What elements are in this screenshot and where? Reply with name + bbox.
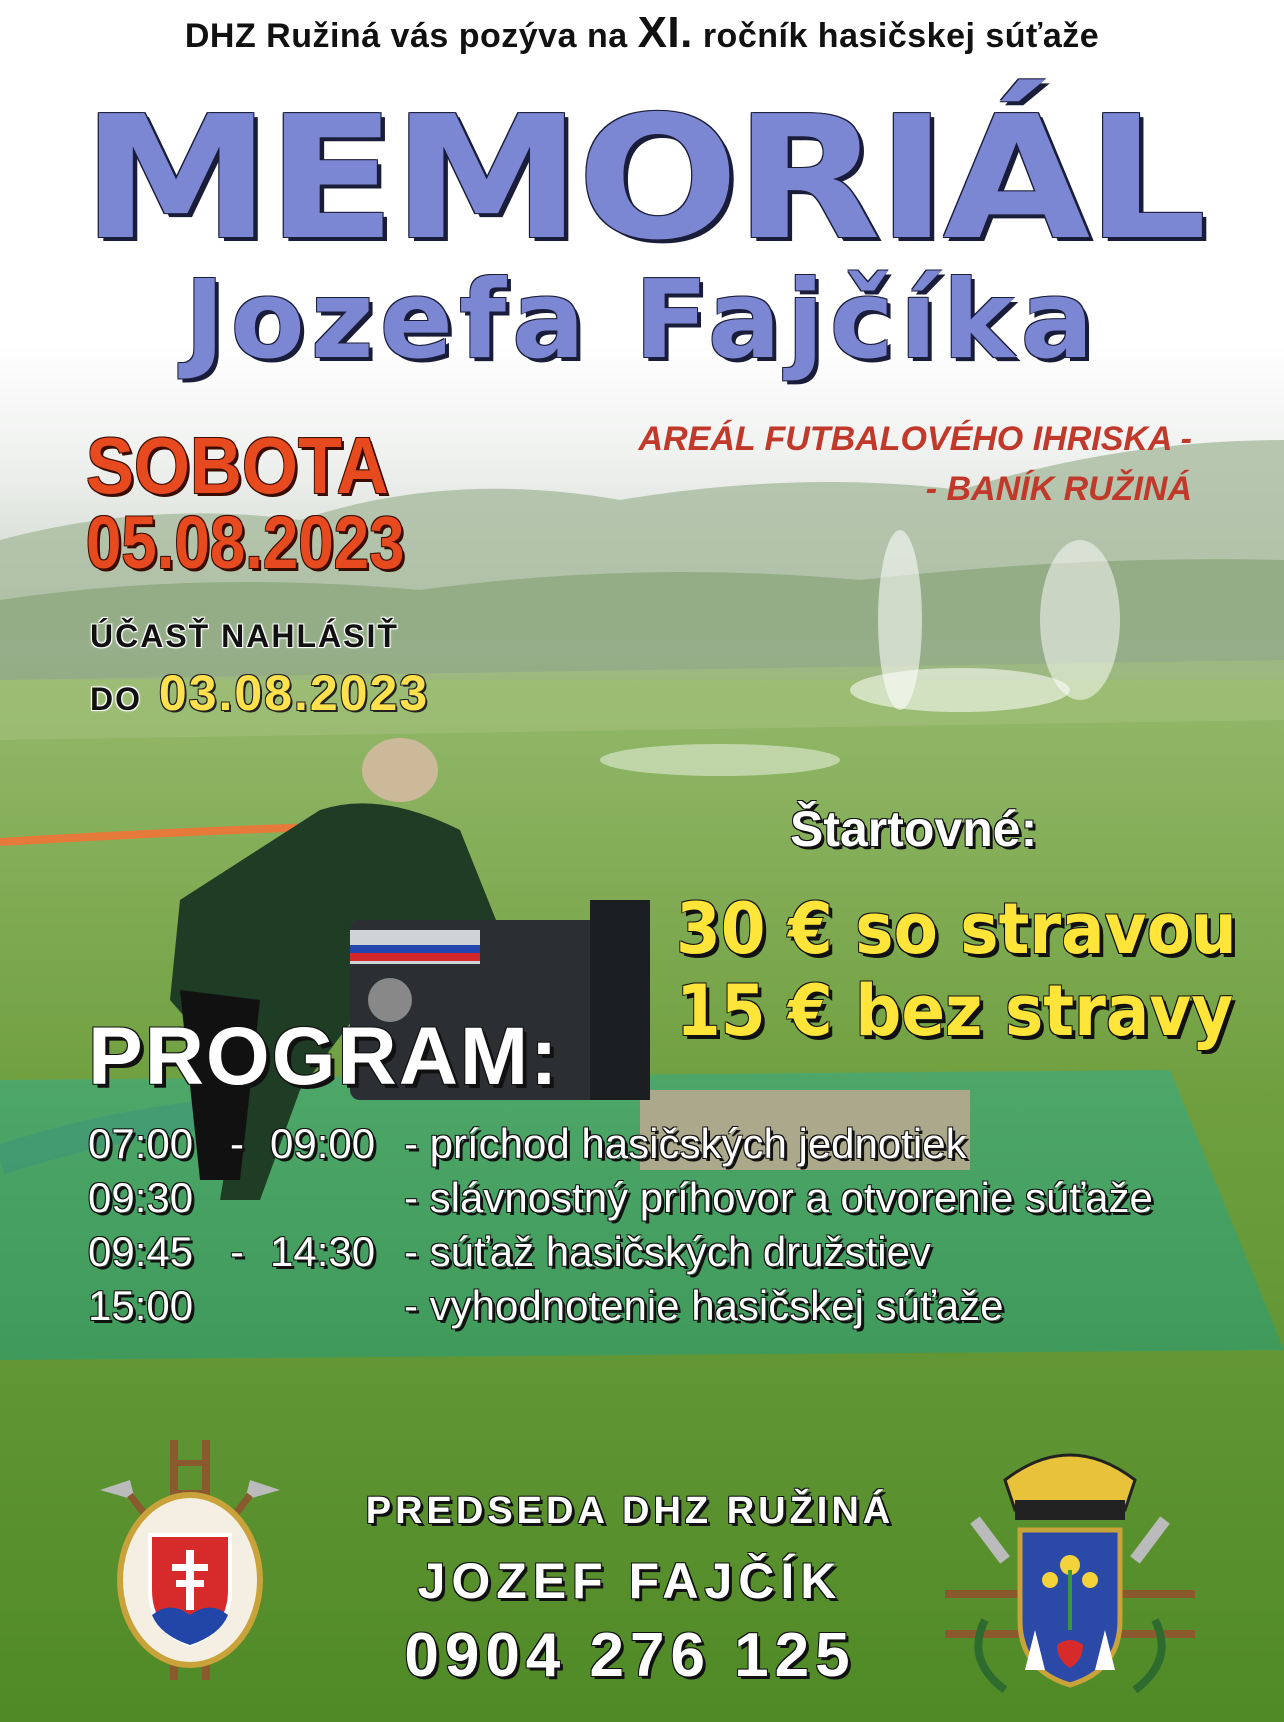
registration-deadline-row <box>90 664 429 722</box>
program-description: - príchod hasičských jednotiek <box>404 1120 967 1167</box>
program-description: - súťaž hasičských družstiev <box>404 1228 931 1275</box>
invite-prefix: DHZ Ružiná vás pozýva na <box>184 17 628 55</box>
program-item <box>88 1174 1228 1228</box>
event-day: SOBOTA <box>86 421 389 510</box>
contact-name: JOZEF FAJČÍK <box>417 1553 843 1609</box>
contact-phone: 0904 276 125 <box>404 1621 856 1690</box>
program-separator: - <box>230 1120 244 1167</box>
program-list <box>88 1120 1228 1336</box>
program-description: - slávnostný príhovor a otvorenie súťaže <box>404 1174 1153 1221</box>
program-end: 14:30 <box>270 1228 376 1275</box>
fee-label: Štartovné: <box>790 801 1038 857</box>
registration-prefix: DO <box>90 681 142 717</box>
registration-deadline: 03.08.2023 <box>158 665 430 721</box>
venue-line-1: AREÁL FUTBALOVÉHO IHRISKA - <box>638 420 1192 458</box>
program-start: 09:45 <box>88 1228 194 1275</box>
edition-number: XI. <box>637 8 693 57</box>
program-start: 07:00 <box>88 1120 194 1167</box>
registration-label: ÚČASŤ NAHLÁSIŤ <box>90 618 399 654</box>
program-start: 15:00 <box>88 1282 194 1329</box>
title-name: Jozefa Fajčíka <box>184 258 1100 383</box>
program-start: 09:30 <box>88 1174 194 1221</box>
program-item <box>88 1282 1228 1336</box>
village-coat-of-arms-icon <box>945 1440 1195 1715</box>
fee-with-food: 30 € so stravou <box>676 888 1237 970</box>
contact-role: PREDSEDA DHZ RUŽINÁ <box>365 1490 895 1532</box>
program-item <box>88 1228 1228 1282</box>
invitation-header <box>0 8 1284 58</box>
title-memorial: MEMORIÁL <box>81 80 1203 278</box>
firefighter-emblem-icon <box>90 1440 290 1705</box>
event-date: 05.08.2023 <box>86 501 405 584</box>
fee-without-food: 15 € bez stravy <box>676 970 1234 1052</box>
program-description: - vyhodnotenie hasičskej súťaže <box>404 1282 1004 1329</box>
program-title: PROGRAM: <box>88 1011 560 1102</box>
invite-suffix: ročník hasičskej súťaže <box>702 17 1100 55</box>
program-separator: - <box>230 1228 244 1275</box>
venue-line-2: - BANÍK RUŽINÁ <box>925 470 1192 508</box>
program-end: 09:00 <box>270 1120 376 1167</box>
program-item <box>88 1120 1228 1174</box>
